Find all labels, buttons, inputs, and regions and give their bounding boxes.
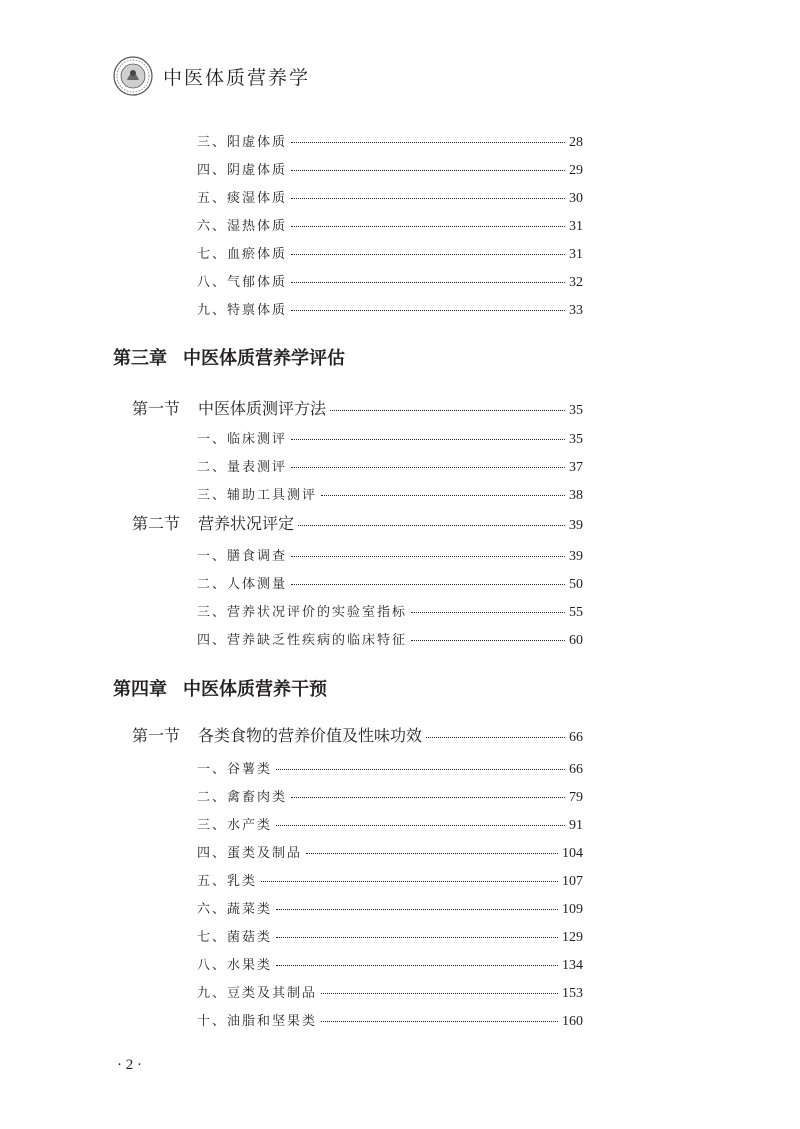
toc-entry[interactable] — [197, 573, 583, 593]
dot-leader — [276, 825, 565, 826]
page-number: 32 — [569, 275, 583, 290]
section-entry[interactable] — [132, 723, 583, 746]
page-number: 134 — [562, 958, 583, 973]
dot-leader — [291, 198, 565, 199]
chapter-heading[interactable] — [113, 675, 327, 701]
dot-leader — [276, 937, 558, 938]
section-number: 第一节 — [132, 399, 181, 418]
dot-leader — [321, 495, 565, 496]
dot-leader — [411, 640, 565, 641]
section-title: 营养状况评定 — [198, 514, 295, 533]
dot-leader — [291, 226, 565, 227]
entry-title: 七、菌菇类 — [197, 930, 273, 945]
page-number: 28 — [569, 135, 583, 150]
entry-title: 一、临床测评 — [197, 432, 288, 447]
dot-leader — [291, 254, 565, 255]
toc-entry[interactable] — [197, 159, 583, 179]
toc-entry[interactable] — [197, 954, 583, 974]
toc-entry[interactable] — [197, 870, 583, 890]
dot-leader — [276, 769, 565, 770]
dot-leader — [291, 170, 565, 171]
page-number: 33 — [569, 303, 583, 318]
toc-entry[interactable] — [197, 758, 583, 778]
chapter-heading[interactable] — [113, 344, 345, 370]
chapter-number: 第四章 — [113, 679, 167, 700]
entry-title: 二、量表测评 — [197, 460, 288, 475]
toc-entry[interactable] — [197, 786, 583, 806]
toc-entry[interactable] — [197, 629, 583, 649]
entry-title: 九、豆类及其制品 — [197, 986, 318, 1001]
dot-leader — [291, 310, 565, 311]
entry-title: 八、水果类 — [197, 958, 273, 973]
page-number: 129 — [562, 930, 583, 945]
page-number: 66 — [569, 762, 583, 777]
entry-title: 五、乳类 — [197, 874, 258, 889]
entry-title: 四、蛋类及制品 — [197, 846, 303, 861]
dot-leader — [321, 1021, 558, 1022]
dot-leader — [291, 584, 565, 585]
toc-entry[interactable] — [197, 601, 583, 621]
section-number: 第一节 — [132, 726, 181, 745]
toc-entry[interactable] — [197, 428, 583, 448]
page-number: 31 — [569, 219, 583, 234]
toc-entry[interactable] — [197, 926, 583, 946]
page-number: 37 — [569, 460, 583, 475]
dot-leader — [291, 282, 565, 283]
entry-title: 三、营养状况评价的实验室指标 — [197, 605, 408, 620]
chapter-number: 第三章 — [113, 348, 167, 369]
page-number: 29 — [569, 163, 583, 178]
dot-leader — [298, 525, 565, 526]
dot-leader — [306, 853, 558, 854]
page-number: 107 — [562, 874, 583, 889]
toc-entry[interactable] — [197, 545, 583, 565]
entry-title: 三、水产类 — [197, 818, 273, 833]
entry-title: 三、辅助工具测评 — [197, 488, 318, 503]
section-title: 中医体质测评方法 — [198, 399, 327, 418]
dot-leader — [276, 965, 558, 966]
toc-entry[interactable] — [197, 243, 583, 263]
section-entry[interactable] — [132, 396, 583, 419]
toc-entry[interactable] — [197, 456, 583, 476]
dot-leader — [291, 556, 565, 557]
page-number: 35 — [569, 432, 583, 447]
dot-leader — [291, 467, 565, 468]
entry-title: 一、膳食调查 — [197, 549, 288, 564]
page-number: 31 — [569, 247, 583, 262]
page-number: 79 — [569, 790, 583, 805]
entry-title: 四、营养缺乏性疾病的临床特征 — [197, 633, 408, 648]
entry-title: 三、阳虚体质 — [197, 135, 288, 150]
entry-title: 二、人体测量 — [197, 577, 288, 592]
dot-leader — [276, 909, 558, 910]
toc-entry[interactable] — [197, 814, 583, 834]
page-number: 50 — [569, 577, 583, 592]
page-number: 39 — [569, 549, 583, 564]
entry-title: 五、痰湿体质 — [197, 191, 288, 206]
entry-title: 七、血瘀体质 — [197, 247, 288, 262]
toc-entry[interactable] — [197, 484, 583, 504]
section-entry[interactable] — [132, 511, 583, 534]
page-number: 66 — [569, 730, 583, 745]
page-number: 153 — [562, 986, 583, 1001]
dot-leader — [261, 881, 558, 882]
emblem-seal-icon — [113, 56, 153, 96]
page-folio: · 2 · — [117, 1057, 142, 1073]
entry-title: 六、湿热体质 — [197, 219, 288, 234]
toc-entry[interactable] — [197, 1010, 583, 1030]
page-number: 39 — [569, 518, 583, 533]
page-number: 55 — [569, 605, 583, 620]
entry-title: 六、蔬菜类 — [197, 902, 273, 917]
dot-leader — [411, 612, 565, 613]
toc-entry[interactable] — [197, 898, 583, 918]
toc-entry[interactable] — [197, 271, 583, 291]
toc-entry[interactable] — [197, 299, 583, 319]
running-header — [113, 54, 310, 98]
chapter-title: 中医体质营养学评估 — [183, 348, 345, 369]
entry-title: 一、谷薯类 — [197, 762, 273, 777]
page-number: 104 — [562, 846, 583, 861]
page-number: 38 — [569, 488, 583, 503]
book-title: 中医体质营养学 — [163, 66, 311, 89]
section-title: 各类食物的营养价值及性味功效 — [198, 726, 423, 745]
entry-title: 九、特禀体质 — [197, 303, 288, 318]
dot-leader — [291, 142, 565, 143]
page-number: 30 — [569, 191, 583, 206]
page-number: 109 — [562, 902, 583, 917]
dot-leader — [426, 737, 565, 738]
entry-title: 八、气郁体质 — [197, 275, 288, 290]
page-number: 160 — [562, 1014, 583, 1029]
entry-title: 四、阴虚体质 — [197, 163, 288, 178]
dot-leader — [291, 797, 565, 798]
toc-entry[interactable] — [197, 131, 583, 151]
toc-entry[interactable] — [197, 842, 583, 862]
section-number: 第二节 — [132, 514, 181, 533]
entry-title: 二、禽畜肉类 — [197, 790, 288, 805]
dot-leader — [321, 993, 558, 994]
toc-entry[interactable] — [197, 187, 583, 207]
dot-leader — [291, 439, 565, 440]
chapter-title: 中医体质营养干预 — [183, 679, 327, 700]
toc-entry[interactable] — [197, 215, 583, 235]
dot-leader — [330, 410, 565, 411]
page-number: 35 — [569, 403, 583, 418]
page-number: 91 — [569, 818, 583, 833]
entry-title: 十、油脂和坚果类 — [197, 1014, 318, 1029]
page-number: 60 — [569, 633, 583, 648]
toc-entry[interactable] — [197, 982, 583, 1002]
